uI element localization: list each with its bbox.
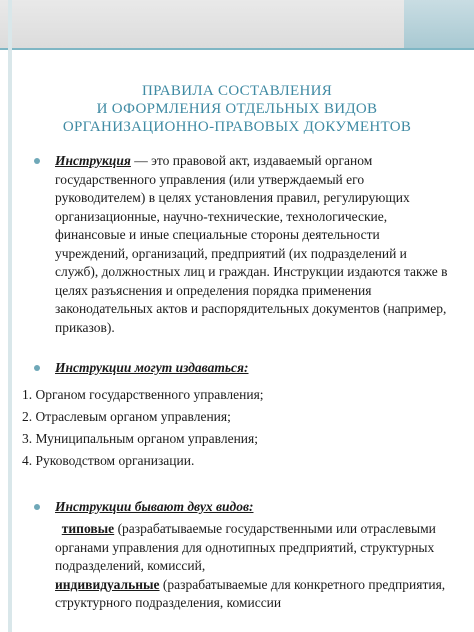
header-band <box>0 0 474 48</box>
slide-content <box>22 152 452 613</box>
typical-text: (разрабатываемые государственными или отраслевыми органами управления для однотипных предприятий, структурных подразделений, комиссий, <box>55 521 436 573</box>
title-line-2: И ОФОРМЛЕНИЯ ОТДЕЛЬНЫХ ВИДОВ <box>96 101 378 117</box>
header-accent-block <box>404 0 474 48</box>
list-item: 4. Руководством организации. <box>22 452 195 468</box>
list-item: 2. Отраслевым органом управления; <box>22 408 231 424</box>
definition-text: — это правовой акт, издаваемый органом государственного управления (или утверждаемый его руководителем) в целях установления правил, регулирующих организационные, научно-технические, технологические, финансовые и иные специальные стороны деятельности учреждений, организаций, предприятий (их подразделений и служб), должностных лиц и граждан. Инструкции издаются также в целях разъяснения и определения порядка применения законодательных актов и распорядительных документов (например, приказов). <box>55 153 448 335</box>
issuers-heading-block <box>22 359 452 378</box>
issuers-list <box>22 384 452 472</box>
typical-term: типовые <box>61 521 115 536</box>
slide-title <box>0 82 474 136</box>
types-description <box>22 520 452 613</box>
definition-term: Инструкция <box>55 153 131 168</box>
title-line-1: ПРАВИЛА СОСТАВЛЕНИЯ <box>141 83 333 99</box>
bullet-icon <box>34 365 40 371</box>
types-heading-block <box>22 498 452 517</box>
list-item: 1. Органом государственного управления; <box>22 386 264 402</box>
bullet-icon <box>34 158 40 164</box>
individual-term: индивидуальные <box>55 576 160 592</box>
issuers-heading: Инструкции могут издаваться: <box>55 360 249 375</box>
header-divider <box>0 48 474 50</box>
list-item: 3. Муниципальным органом управления; <box>22 430 258 446</box>
bullet-icon <box>34 504 40 510</box>
title-line-3: ОРГАНИЗАЦИОННО-ПРАВОВЫХ ДОКУМЕНТОВ <box>62 119 412 135</box>
definition-paragraph <box>22 152 452 337</box>
types-heading: Инструкции бывают двух видов: <box>55 498 254 514</box>
individual-text: (разрабатываемые для конкретного предприятия, структурного подразделения, комиссии <box>55 576 446 610</box>
